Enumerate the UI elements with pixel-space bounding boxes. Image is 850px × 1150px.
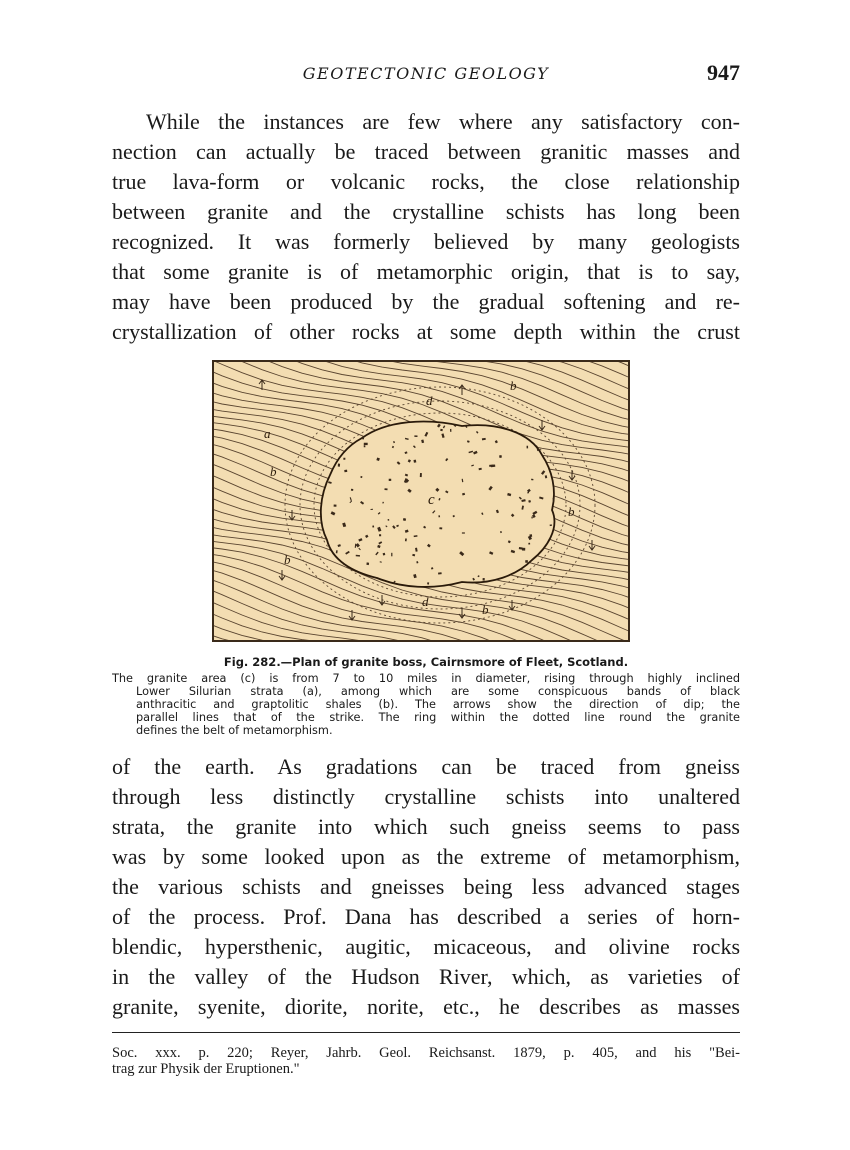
paragraph-2-line: through less distinctly crystalline schists into unaltered	[112, 784, 740, 809]
granite-crystal	[438, 572, 442, 574]
label-b: b	[568, 504, 575, 519]
figure-caption-line: parallel lines that of the strike. The ring within the dotted line round the granite	[136, 711, 740, 724]
label-d: d	[426, 393, 433, 408]
granite-crystal	[531, 517, 532, 519]
paragraph-1-line: While the instances are few where any satisfactory con-	[146, 109, 740, 134]
granite-crystal	[384, 488, 387, 490]
figure-drawing	[212, 360, 630, 642]
label-c: c	[428, 492, 435, 508]
granite-crystal	[438, 515, 440, 517]
paragraph-2-line: granite, syenite, diorite, norite, etc., he describes as masses	[112, 994, 740, 1019]
label-b: b	[482, 602, 489, 617]
granite-crystal	[389, 479, 392, 481]
paragraph-1-line: true lava-form or volcanic rocks, the close relationship	[112, 169, 740, 194]
figure-caption-line: The granite area (c) is from 7 to 10 miles in diameter, rising through highly inclined	[112, 672, 740, 685]
label-a: a	[264, 426, 271, 441]
granite-crystal	[413, 460, 416, 463]
granite-crystal	[366, 562, 369, 565]
running-head	[112, 60, 740, 90]
granite-boss-figure	[212, 360, 630, 642]
paragraph-2-line: blendic, hypersthenic, augitic, micaceous, and olivine rocks	[112, 934, 740, 959]
granite-crystal	[356, 555, 360, 557]
granite-crystal	[388, 519, 390, 521]
granite-crystal	[414, 435, 417, 437]
granite-crystal	[525, 560, 528, 563]
granite-crystal	[420, 473, 422, 477]
granite-crystal	[351, 489, 353, 491]
paragraph-2-line: was by some looked upon as the extreme of metamorphism,	[112, 844, 740, 869]
paragraph-1-line: between granite and the crystalline schists has long been	[112, 199, 740, 224]
footnote-line: trag zur Physik der Eruptionen."	[112, 1061, 300, 1077]
granite-crystal	[499, 455, 502, 458]
granite-crystal	[379, 534, 381, 536]
granite-area	[321, 422, 555, 587]
granite-crystal	[462, 532, 465, 533]
figure-caption-line: Lower Silurian strata (a), among which are some conspicuous bands of black	[136, 685, 740, 698]
paragraph-2-line: the various schists and gneisses being less advanced stages	[112, 874, 740, 899]
figure-caption-line: anthracitic and graptolitic shales (b). The arrows show the direction of dip; the	[136, 698, 740, 711]
granite-crystal	[391, 553, 392, 557]
paragraph-2-line: of the process. Prof. Dana has described a series of horn-	[112, 904, 740, 929]
figure-caption-line: defines the belt of metamorphism.	[136, 724, 333, 737]
granite-crystal	[343, 458, 345, 460]
running-title: GEOTECTONIC GEOLOGY	[302, 64, 550, 83]
paragraph-1-line: may have been produced by the gradual softening and re-	[112, 289, 740, 314]
granite-crystal	[527, 446, 529, 449]
paragraph-2-line: of the earth. As gradations can be traced from gneiss	[112, 754, 740, 779]
page-number: 947	[707, 60, 740, 85]
paragraph-2-line: in the valley of the Hudson River, which, as varieties of	[112, 964, 740, 989]
paragraph-1-line: that some granite is of metamorphic origin, that is to say,	[112, 259, 740, 284]
granite-crystal	[383, 553, 386, 556]
granite-crystal	[489, 465, 494, 467]
granite-crystal	[483, 578, 485, 581]
label-b: b	[284, 552, 291, 567]
granite-crystal	[439, 527, 442, 529]
label-d: d	[422, 594, 429, 609]
footnote-line: Soc. xxx. p. 220; Reyer, Jahrb. Geol. Reichsanst. 1879, p. 405, and his "Bei-	[112, 1045, 740, 1061]
granite-crystal	[427, 582, 429, 584]
paragraph-1-line: recognized. It was formerly believed by many geologists	[112, 229, 740, 254]
granite-crystal	[500, 531, 502, 533]
footnote-rule	[112, 1032, 740, 1033]
paragraph-2-line: strata, the granite into which such gneiss seems to pass	[112, 814, 740, 839]
label-b: b	[510, 378, 517, 393]
granite-crystal	[364, 443, 368, 445]
granite-crystal	[364, 445, 366, 447]
paragraph-1-line: crystallization of other rocks at some depth within the crust	[112, 319, 740, 344]
granite-crystal	[528, 543, 530, 545]
figure-caption-title: Fig. 282.—Plan of granite boss, Cairnsmore of Fleet, Scotland.	[223, 655, 629, 669]
granite-crystal	[338, 464, 340, 467]
granite-crystal	[344, 470, 347, 473]
paragraph-1-line: nection can actually be traced between granitic masses and	[112, 139, 740, 164]
granite-crystal	[450, 429, 451, 432]
granite-crystal	[334, 505, 337, 507]
label-b: b	[270, 464, 277, 479]
